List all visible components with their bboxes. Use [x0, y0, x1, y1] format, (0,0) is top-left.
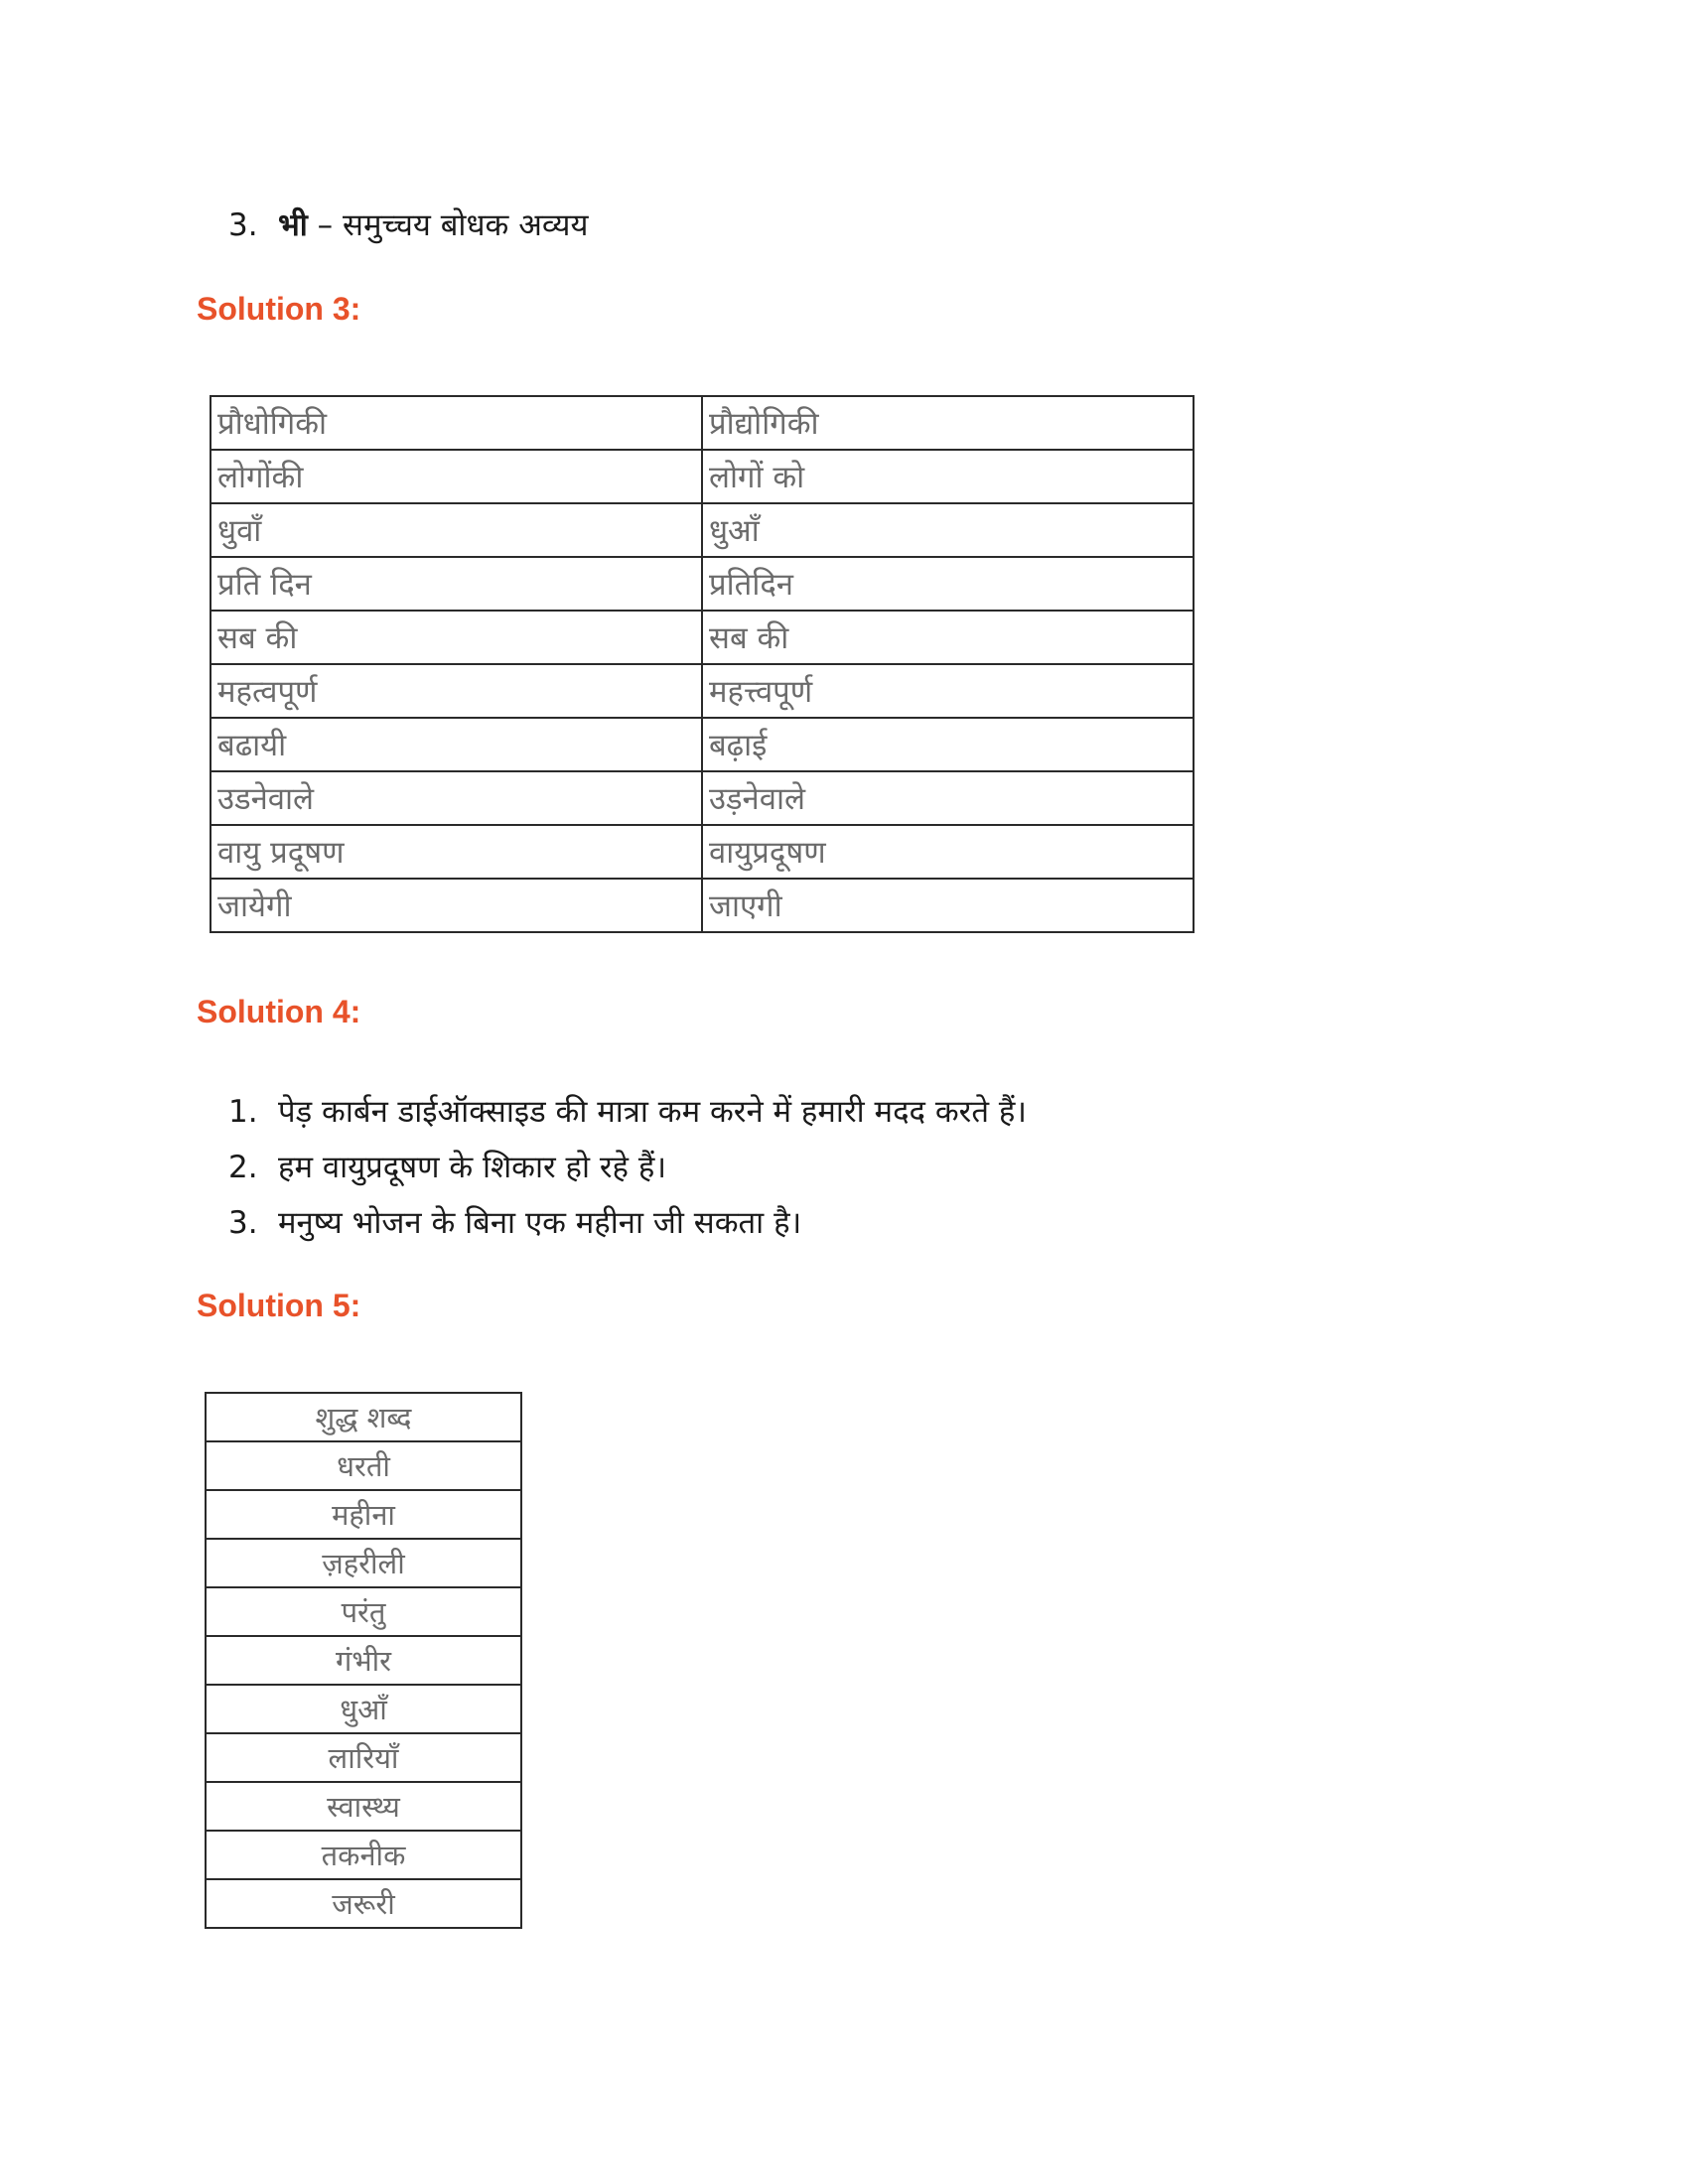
- incorrect-word-cell: प्रौधोगिकी: [211, 396, 702, 450]
- correct-word-cell: धुआँ: [702, 503, 1194, 557]
- word-cell: स्वास्थ्य: [206, 1782, 521, 1831]
- word-cell: धुआँ: [206, 1685, 521, 1733]
- table-row: [206, 1831, 521, 1879]
- table-row: [211, 664, 1194, 718]
- incorrect-word-cell: वायु प्रदूषण: [211, 825, 702, 879]
- solution-5-word-table: [205, 1392, 522, 1929]
- table-row: [206, 1733, 521, 1782]
- word-cell: लारियाँ: [206, 1733, 521, 1782]
- table-row: [206, 1685, 521, 1733]
- table-row: [206, 1636, 521, 1685]
- table-row: [206, 1782, 521, 1831]
- solution-4-item-2: [228, 1148, 666, 1187]
- conjunction-item: [228, 205, 588, 245]
- table-header-cell: शुद्ध शब्द: [206, 1393, 521, 1441]
- incorrect-word-cell: सब की: [211, 611, 702, 664]
- correct-word-cell: जाएगी: [702, 879, 1194, 932]
- incorrect-word-cell: महत्वपूर्ण: [211, 664, 702, 718]
- item-number: 3.: [228, 1205, 258, 1241]
- item-number: 3.: [228, 207, 258, 243]
- table-row: [206, 1393, 521, 1441]
- table-row: [211, 771, 1194, 825]
- word-cell: ज़हरीली: [206, 1539, 521, 1587]
- item-number: 1.: [228, 1094, 258, 1130]
- table-row: [211, 879, 1194, 932]
- item-text: मनुष्य भोजन के बिना एक महीना जी सकता है।: [278, 1205, 802, 1241]
- correct-word-cell: उड़नेवाले: [702, 771, 1194, 825]
- table-row: [211, 450, 1194, 503]
- solution-3-heading: Solution 3:: [197, 291, 361, 327]
- word-cell: तकनीक: [206, 1831, 521, 1879]
- incorrect-word-cell: धुवाँ: [211, 503, 702, 557]
- table-row: [206, 1539, 521, 1587]
- table-row: [211, 718, 1194, 771]
- item-text: पेड़ कार्बन डाईऑक्साइड की मात्रा कम करने में हमारी मदद करते हैं।: [278, 1094, 1028, 1130]
- incorrect-word-cell: प्रति दिन: [211, 557, 702, 611]
- table-row: [211, 503, 1194, 557]
- incorrect-word-cell: लोगोंकी: [211, 450, 702, 503]
- item-description: – समुच्चय बोधक अव्यय: [307, 207, 589, 243]
- table-row: [211, 396, 1194, 450]
- correct-word-cell: बढ़ाई: [702, 718, 1194, 771]
- solution-3-correction-table: [210, 395, 1195, 933]
- table-row: [206, 1441, 521, 1490]
- word-cell: महीना: [206, 1490, 521, 1539]
- solution-5-heading: Solution 5:: [197, 1288, 361, 1323]
- correct-word-cell: प्रतिदिन: [702, 557, 1194, 611]
- correct-word-cell: वायुप्रदूषण: [702, 825, 1194, 879]
- correct-word-cell: प्रौद्योगिकी: [702, 396, 1194, 450]
- item-word: भी: [278, 207, 308, 243]
- table-row: [206, 1879, 521, 1928]
- table-row: [206, 1490, 521, 1539]
- table-row: [206, 1587, 521, 1636]
- solution-4-item-1: [228, 1092, 1027, 1132]
- word-cell: परंतु: [206, 1587, 521, 1636]
- item-number: 2.: [228, 1150, 258, 1185]
- table-row: [211, 557, 1194, 611]
- word-cell: धरती: [206, 1441, 521, 1490]
- solution-4-item-3: [228, 1203, 801, 1243]
- table-row: [211, 825, 1194, 879]
- item-text: हम वायुप्रदूषण के शिकार हो रहे हैं।: [278, 1150, 667, 1185]
- word-cell: गंभीर: [206, 1636, 521, 1685]
- correct-word-cell: सब की: [702, 611, 1194, 664]
- solution-4-heading: Solution 4:: [197, 994, 361, 1029]
- table-row: [211, 611, 1194, 664]
- incorrect-word-cell: बढायी: [211, 718, 702, 771]
- correct-word-cell: महत्त्वपूर्ण: [702, 664, 1194, 718]
- word-cell: जरूरी: [206, 1879, 521, 1928]
- incorrect-word-cell: जायेगी: [211, 879, 702, 932]
- incorrect-word-cell: उडनेवाले: [211, 771, 702, 825]
- correct-word-cell: लोगों को: [702, 450, 1194, 503]
